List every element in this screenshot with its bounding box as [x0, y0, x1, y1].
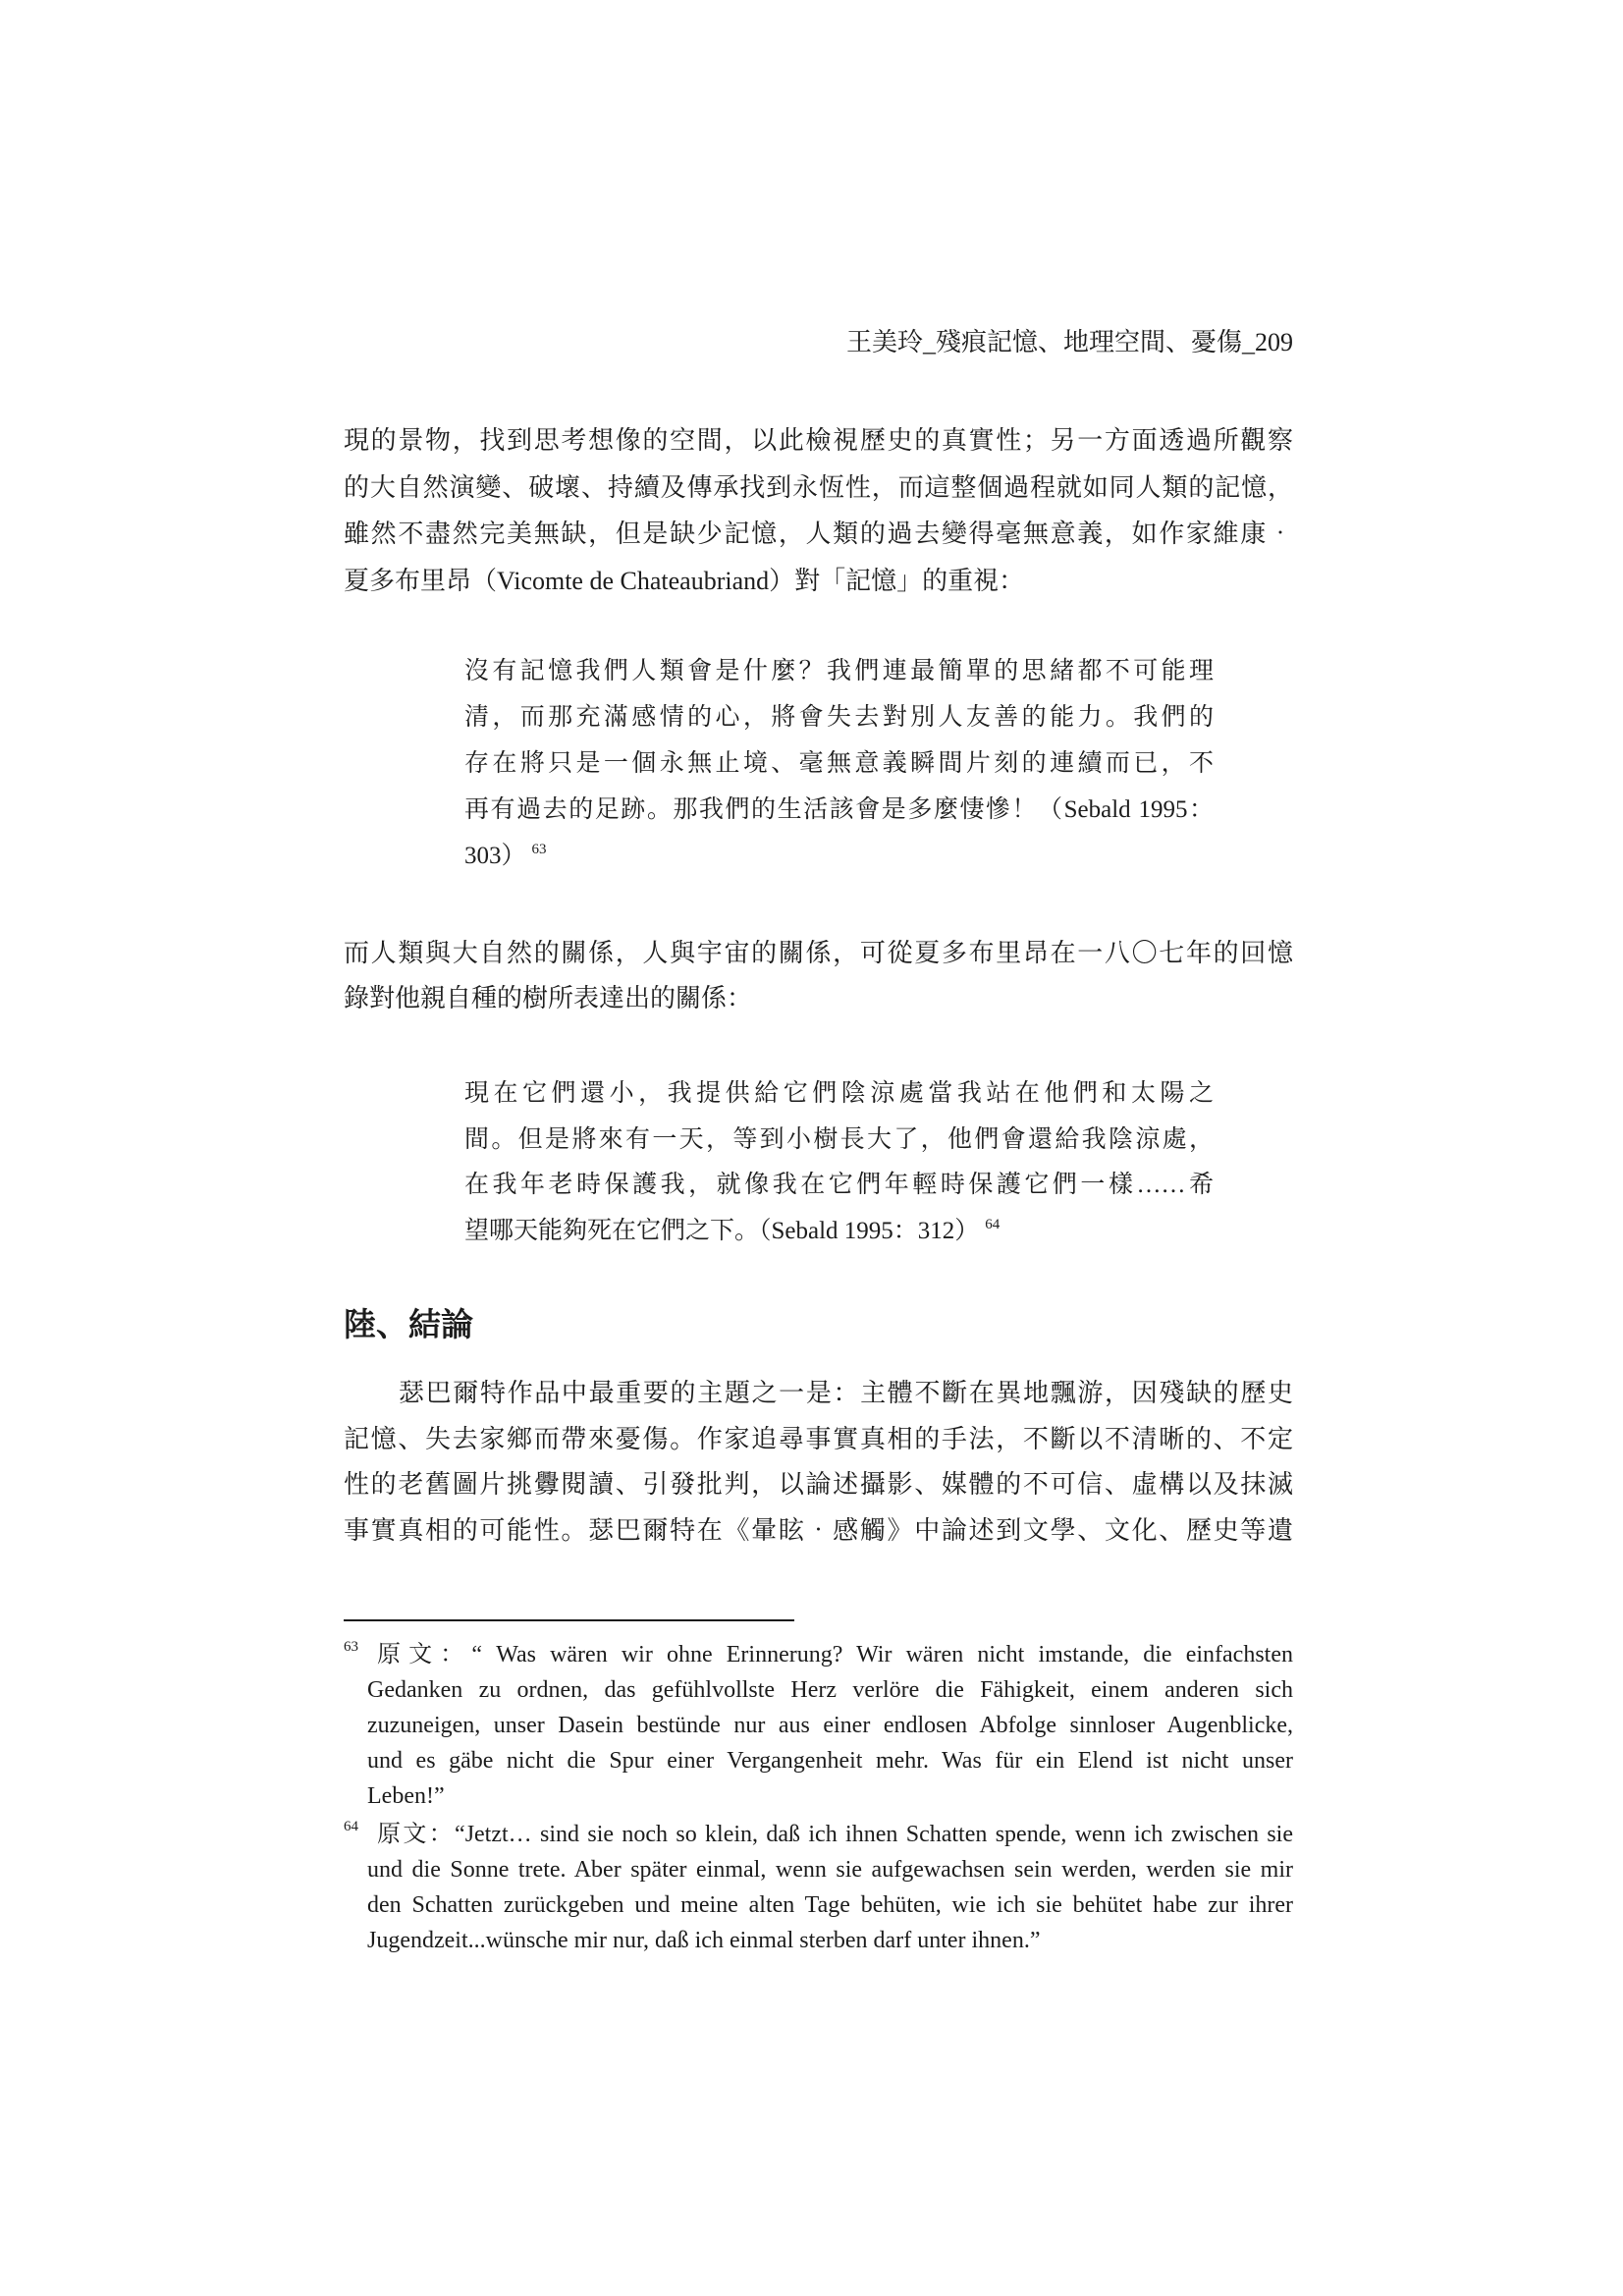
footnote-number: 63 [344, 1639, 358, 1655]
paragraph-line: 瑟巴爾特作品中最重要的主題之一是：主體不斷在異地飄游，因殘缺的歷史 [399, 1379, 1293, 1407]
block-quote [464, 648, 1214, 879]
footnote-line: Jugendzeit...wünsche mir nur, daß ich einmal sterben darf unter ihnen.” [367, 1928, 1041, 1953]
quote-line: 存在將只是一個永無止境、毫無意義瞬間片刻的連續而已，不 [464, 750, 1214, 777]
quote-line: 在我年老時保護我，就像我在它們年輕時保護它們一樣……希 [464, 1172, 1214, 1198]
footnote-line: und die Sonne trete. Aber später einmal, wenn sie aufgewachsen sein werden, werden sie mir [367, 1857, 1293, 1883]
footnote-line: Gedanken zu ordnen, das gefühlvollste Herz verlöre die Fähigkeit, einem anderen sich [367, 1677, 1293, 1703]
footnote-text [367, 1637, 1293, 1814]
footnote [344, 1637, 1293, 1814]
quote-line: 再有過去的足跡。那我們的生活該會是多麼悽慘！（Sebald 1995： [464, 796, 1214, 823]
body-paragraph [344, 1371, 1293, 1555]
paragraph-line: 夏多布里昂（Vicomte de Chateaubriand）對「記憶」的重視： [344, 566, 1025, 595]
quote-line: 現在它們還小，我提供給它們陰涼處當我站在他們和太陽之 [464, 1080, 1214, 1107]
footnote-number: 64 [344, 1819, 358, 1834]
paragraph-line: 而人類與大自然的關係，人與宇宙的關係，可從夏多布里昂在一八〇七年的回憶 [344, 939, 1293, 967]
footnote-ref: 64 [985, 1216, 1001, 1232]
footnote-line: zuzuneigen, unser Dasein bestünde nur aus einer endlosen Abfolge sinnloser Augenblicke, [367, 1713, 1293, 1738]
paragraph-line: 現的景物，找到思考想像的空間，以此檢視歷史的真實性；另一方面透過所觀察 [344, 426, 1293, 455]
footnote-line: und es gäbe nicht die Spur einer Vergangenheit mehr. Was für ein Elend ist nicht unser [367, 1748, 1293, 1774]
footnote [344, 1817, 1293, 1958]
quote-line: 沒有記憶我們人類會是什麼？我們連最簡單的思緒都不可能理 [464, 658, 1214, 684]
block-quote [464, 1071, 1214, 1254]
footnote-line: 原文：“Jetzt… sind sie noch so klein, daß ich ihnen Schatten spende, wenn ich zwischen sie [377, 1822, 1293, 1847]
footnote-line: Leben!” [367, 1783, 445, 1809]
quote-line: 清，而那充滿感情的心，將會失去對別人友善的能力。我們的 [464, 704, 1214, 731]
footnote-line: den Schatten zurückgeben und meine alten Tage behüten, wie ich sie behütet habe zur ihrer [367, 1892, 1293, 1918]
paragraph-line: 雖然不盡然完美無缺，但是缺少記憶，人類的過去變得毫無意義，如作家維康‧ [344, 519, 1293, 548]
paragraph-line: 記憶、失去家鄉而帶來憂傷。作家追尋事實真相的手法，不斷以不清晰的、不定 [344, 1424, 1293, 1453]
quote-line-text: 303） [464, 843, 526, 869]
quote-line-last [464, 1209, 1214, 1255]
quote-line-text: 望哪天能夠死在它們之下。（Sebald 1995：312） [464, 1217, 980, 1244]
quote-line-last [464, 833, 1214, 879]
quote-line: 間。但是將來有一天，等到小樹長大了，他們會還給我陰涼處， [464, 1125, 1214, 1153]
footnote-rule [344, 1619, 794, 1621]
footnote-ref: 63 [531, 842, 547, 857]
running-header: 王美玲_殘痕記憶、地理空間、憂傷_209 [845, 328, 1293, 356]
footnote-text [367, 1817, 1293, 1958]
body-paragraph [344, 931, 1293, 1021]
paragraph-line: 性的老舊圖片挑釁閱讀、引發批判，以論述攝影、媒體的不可信、虛構以及抹滅 [344, 1470, 1293, 1500]
paragraph-line: 錄對他親自種的樹所表達出的關係： [344, 984, 753, 1012]
footnote-line: 原文：“ Was wären wir ohne Erinnerung? Wir wären nicht imstande, die einfachsten [377, 1642, 1293, 1667]
paragraph-line: 事實真相的可能性。瑟巴爾特在《暈眩‧感觸》中論述到文學、文化、歷史等遺 [344, 1516, 1293, 1546]
section-heading: 陸、結論 [344, 1308, 473, 1343]
body-paragraph [344, 417, 1293, 604]
paragraph-line: 的大自然演變、破壞、持續及傳承找到永恆性，而這整個過程就如同人類的記憶， [344, 472, 1293, 502]
